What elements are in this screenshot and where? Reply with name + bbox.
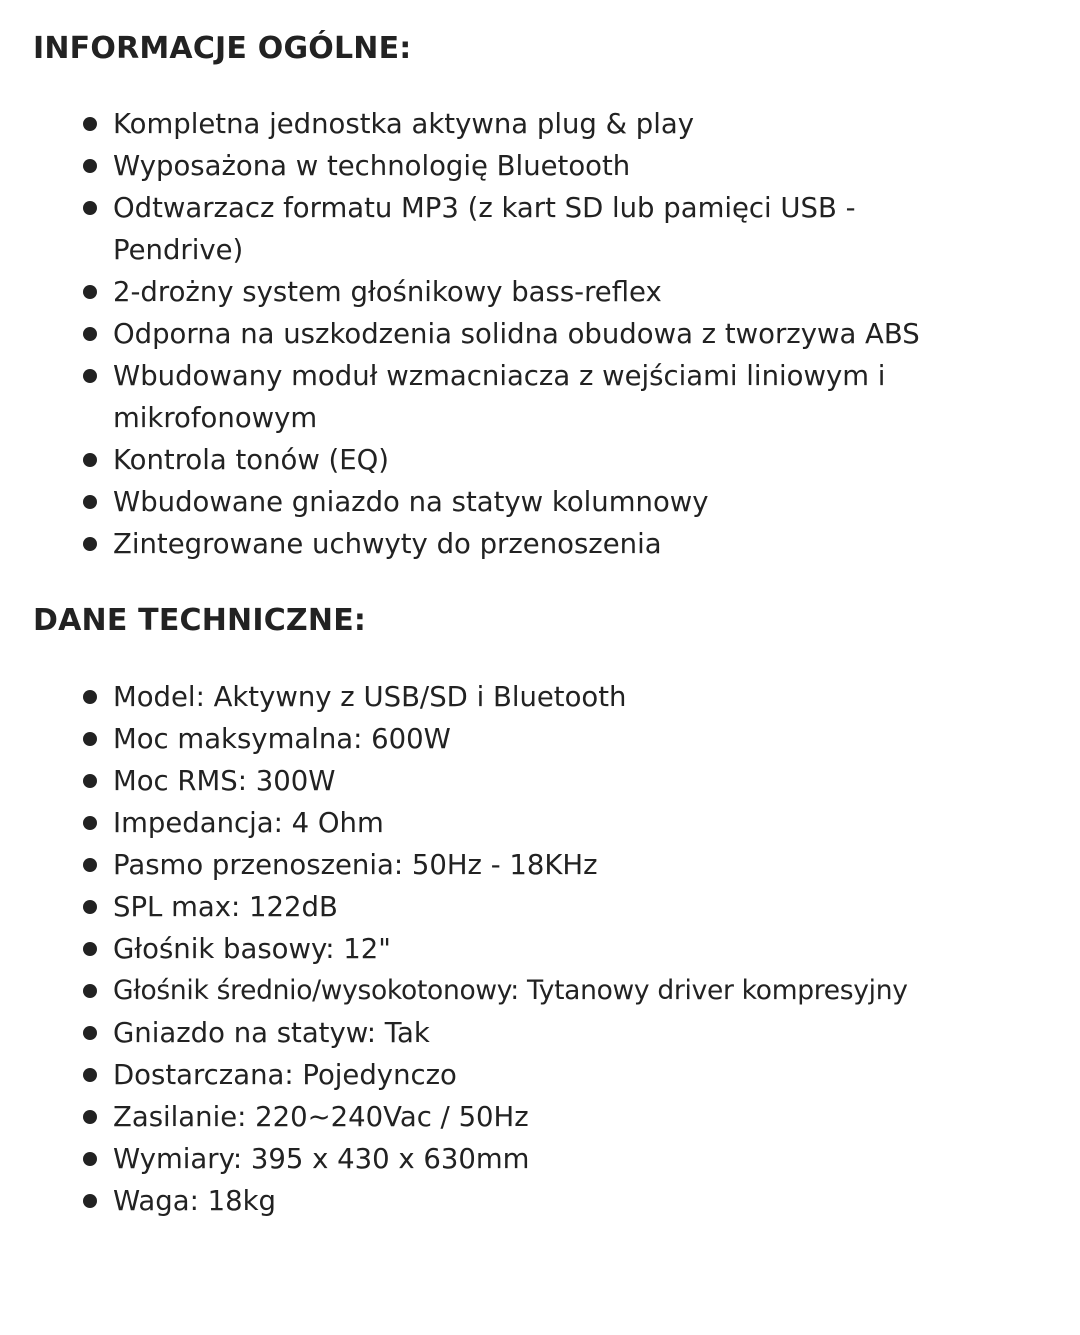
spec-item xyxy=(0,886,1080,928)
spec-item xyxy=(0,1096,1080,1138)
spec-item xyxy=(0,970,1080,1012)
spec-item xyxy=(0,1180,1080,1222)
bullet-icon xyxy=(83,369,97,383)
list-item xyxy=(0,355,983,439)
list-item-text: 2-drożny system głośnikowy bass-reflex xyxy=(113,276,662,308)
bullet-icon xyxy=(83,1026,97,1040)
spec-item xyxy=(0,760,1080,802)
spec-item-text: Głośnik basowy: 12" xyxy=(113,933,391,965)
bullet-icon xyxy=(83,285,97,299)
bullet-icon xyxy=(83,900,97,914)
list-item-text: Odtwarzacz formatu MP3 (z kart SD lub pamięci USB - Pendrive) xyxy=(113,192,856,266)
bullet-icon xyxy=(83,159,97,173)
bullet-icon xyxy=(83,942,97,956)
section-title-general-info: INFORMACJE OGÓLNE: xyxy=(33,31,412,66)
list-item-text: Kompletna jednostka aktywna plug & play xyxy=(113,108,694,140)
section-title-technical-data: DANE TECHNICZNE: xyxy=(33,603,367,638)
bullet-icon xyxy=(83,690,97,704)
bullet-icon xyxy=(83,816,97,830)
spec-item-text: Moc maksymalna: 600W xyxy=(113,723,451,755)
bullet-icon xyxy=(83,858,97,872)
bullet-icon xyxy=(83,201,97,215)
list-item xyxy=(0,481,1080,523)
spec-item-text: Model: Aktywny z USB/SD i Bluetooth xyxy=(113,681,627,713)
list-item-text: Odporna na uszkodzenia solidna obudowa z tworzywa ABS xyxy=(113,318,920,350)
spec-item xyxy=(0,1012,1080,1054)
bullet-icon xyxy=(83,327,97,341)
spec-item-text: Waga: 18kg xyxy=(113,1185,276,1217)
bullet-icon xyxy=(83,453,97,467)
bullet-icon xyxy=(83,1110,97,1124)
bullet-icon xyxy=(83,774,97,788)
bullet-icon xyxy=(83,732,97,746)
list-item xyxy=(0,271,1080,313)
spec-item-text: SPL max: 122dB xyxy=(113,891,338,923)
spec-item-text: Gniazdo na statyw: Tak xyxy=(113,1017,430,1049)
bullet-icon xyxy=(83,1068,97,1082)
list-item-text: Wbudowany moduł wzmacniacza z wejściami liniowym i mikrofonowym xyxy=(113,360,886,434)
list-item xyxy=(0,145,1080,187)
bullet-icon xyxy=(83,537,97,551)
list-item-text: Wbudowane gniazdo na statyw kolumnowy xyxy=(113,486,709,518)
spec-item xyxy=(0,718,1080,760)
bullet-icon xyxy=(83,495,97,509)
list-item xyxy=(0,313,1080,355)
list-item xyxy=(0,103,1080,145)
spec-item xyxy=(0,802,1080,844)
list-item-text: Kontrola tonów (EQ) xyxy=(113,444,390,476)
spec-item xyxy=(0,676,1080,718)
list-item xyxy=(0,439,1080,481)
bullet-icon xyxy=(83,1152,97,1166)
spec-item-text: Dostarczana: Pojedynczo xyxy=(113,1059,457,1091)
general-info-list xyxy=(0,103,1080,565)
bullet-icon xyxy=(83,117,97,131)
spec-item-text: Głośnik średnio/wysokotonowy: Tytanowy driver kompresyjny xyxy=(113,975,908,1006)
technical-data-list xyxy=(0,676,1080,1222)
list-item-text: Zintegrowane uchwyty do przenoszenia xyxy=(113,528,662,560)
spec-item-text: Moc RMS: 300W xyxy=(113,765,336,797)
spec-item-text: Zasilanie: 220~240Vac / 50Hz xyxy=(113,1101,529,1133)
list-item xyxy=(0,187,953,271)
spec-item xyxy=(0,844,1080,886)
spec-item-text: Pasmo przenoszenia: 50Hz - 18KHz xyxy=(113,849,598,881)
list-item xyxy=(0,523,1080,565)
spec-item-text: Wymiary: 395 x 430 x 630mm xyxy=(113,1143,530,1175)
bullet-icon xyxy=(83,984,97,998)
bullet-icon xyxy=(83,1194,97,1208)
spec-item xyxy=(0,928,1080,970)
spec-item xyxy=(0,1138,1080,1180)
spec-item-text: Impedancja: 4 Ohm xyxy=(113,807,384,839)
spec-item xyxy=(0,1054,1080,1096)
list-item-text: Wyposażona w technologię Bluetooth xyxy=(113,150,631,182)
